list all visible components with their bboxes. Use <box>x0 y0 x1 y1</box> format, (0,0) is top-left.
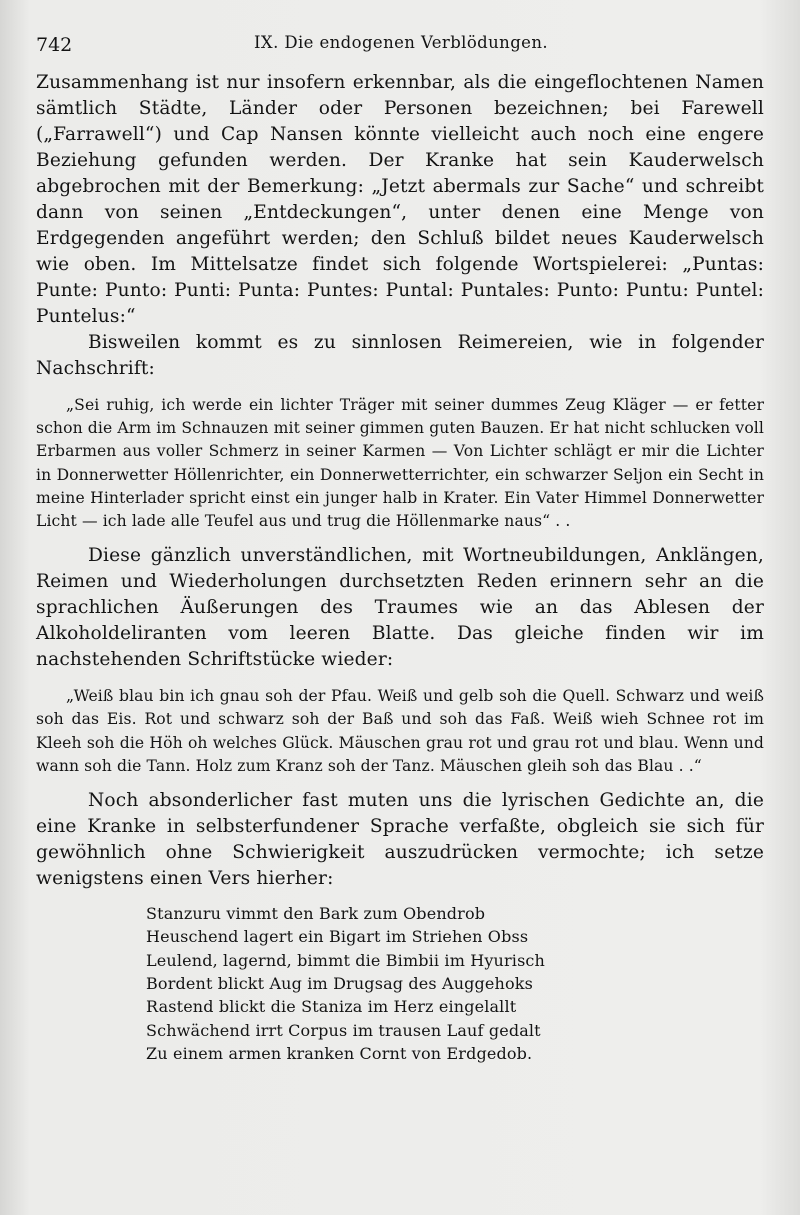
page-header <box>36 30 764 58</box>
block-quote-2: „Weiß blau bin ich gnau soh der Pfau. Weiß und gelb soh die Quell. Schwarz und weiß soh das Eis. Rot und schwarz soh der Baß und soh das Faß. Weiß wieh Schnee rot im Kleeh soh die Höh oh welches Glück. Mäuschen grau rot und grau rot und blau. Wenn und wann soh die Tann. Holz zum Kranz soh der Tanz. Mäuschen gleih soh das Blau . .“ <box>36 687 764 775</box>
page-number: 742 <box>36 34 73 56</box>
poem-line: Schwächend irrt Corpus im trausen Lauf gedalt <box>146 1020 541 1040</box>
poem-line: Rastend blickt die Staniza im Herz eingelallt <box>146 997 517 1017</box>
poem-line: Heuschend lagert ein Bigart im Striehen Obss <box>146 927 529 947</box>
running-head: IX. Die endogenen Verblödungen. <box>254 33 548 52</box>
paragraph-4: Noch absonderlicher fast muten uns die lyrischen Gedichte an, die eine Kranke in selbsterfundener Sprache verfaßte, obgleich sie sich für gewöhnlich ohne Schwierigkeit auszudrücken vermochte; ich setze wenigstens einen Vers hierher: <box>36 790 764 890</box>
paragraph-2: Bisweilen kommt es zu sinnlosen Reimereien, wie in folgender Nachschrift: <box>36 332 764 379</box>
poem-line: Zu einem armen kranken Cornt von Erdgedob. <box>146 1043 533 1063</box>
paragraph-1: Zusammenhang ist nur insofern erkennbar, als die eingeflochtenen Namen sämtlich Städte, Länder oder Personen bezeichnen; bei Farewell („Farrawell“) und Cap Nansen könnte vielleicht auch noch eine engere Beziehung gefunden werden. Der Kranke hat sein Kauderwelsch abgebrochen mit der Bemerkung: „Jetzt abermals zur Sache“ und schreibt dann von seinen „Entdeckungen“, unter denen eine Menge von Erdgegenden angeführt werden; den Schluß bildet neues Kauderwelsch wie oben. Im Mittelsatze findet sich folgende Wortspielerei: „Puntas: Punte: Punto: Punti: Punta: Puntes: Puntal: Puntales: Punto: Puntu: Puntel: Puntelus:“ <box>36 72 764 327</box>
poem-line: Bordent blickt Aug im Drugsag des Auggehoks <box>146 973 533 993</box>
poem-line: Stanzuru vimmt den Bark zum Obendrob <box>146 904 486 924</box>
body-text <box>36 70 764 1065</box>
paragraph-3: Diese gänzlich unverständlichen, mit Wortneubildungen, Anklängen, Reimen und Wiederholungen durchsetzten Reden erinnern sehr an die sprachlichen Äußerungen des Traumes wie an das Ablesen der Alkoholdeliranten vom leeren Blatte. Das gleiche finden wir im nachstehenden Schriftstücke wieder: <box>36 545 764 671</box>
block-quote-1: „Sei ruhig, ich werde ein lichter Träger mit seiner dummes Zeug Kläger — er fetter schon die Arm im Schnauzen mit seiner gimmen guten Bauzen. Er hat nicht schlucken voll Erbarmen aus voller Schmerz in seiner Karmen — Von Lichter schlägt er mir die Lichter in Donnerwetter Höllenrichter, ein Donnerwetterrichter, ein schwarzer Seljon ein Secht in meine Hinterlader spricht einst ein junger halb in Krater. Ein Vater Himmel Donnerwetter Licht — ich lade alle Teufel aus und trug die Höllenmarke naus“ . . <box>36 396 764 531</box>
poem-verse <box>146 902 764 1065</box>
poem-line: Leulend, lagernd, bimmt die Bimbii im Hyurisch <box>146 950 545 970</box>
